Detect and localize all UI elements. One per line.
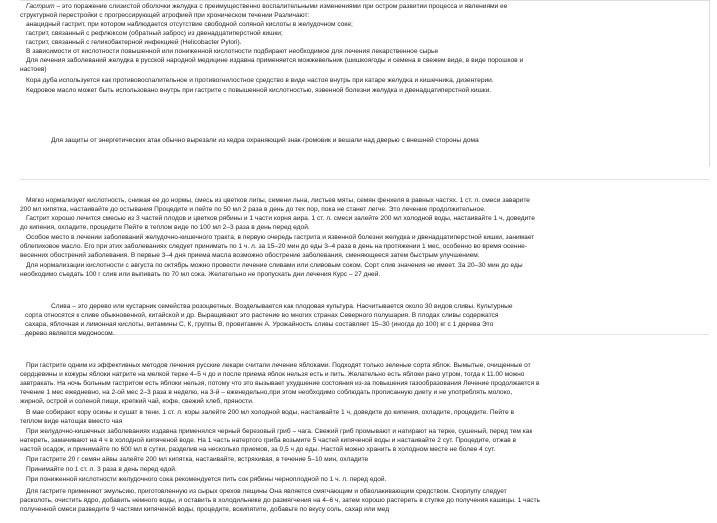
paragraph-line: Принимайте по 1 ст. л. 3 раза в день перед едой. — [26, 466, 177, 473]
paragraph-line: При пониженной кислотности желудочного сока рекомендуется пить сок рябины черноплодной по 1 ч. л. перед едой. — [26, 476, 387, 483]
paragraph-line: При гастрите 20 г семян айвы залейте 200 мл кипятка, настаивайте, встряхивая, в течение 5–10 мин, охладите — [26, 456, 369, 463]
paragraph-line: облепиховое масло. Его при этих заболеваниях следует принимать по 1 ч. л. за 15–20 мин до еды 3–4 раза в день на протяжении 1 мес, особенно во время осенне- — [20, 243, 527, 250]
divider — [20, 334, 709, 335]
paragraph-line: Кедровое масло может быть использовано внутрь при гастрите с повышенной кислотностью, язвенной болезни желудка и двенадцатиперстной кишки. — [26, 87, 492, 94]
list-item: гастрит, связанный с геликобактерной инфекцией (Helicobacter Pylori). — [26, 39, 242, 46]
paragraph-line: В зависимости от кислотности повышенной или пониженной кислотности подбирают необходимое для лечения лекарственное сырье — [26, 48, 439, 55]
paragraph-line: Слива – это дерево или кустарник семейства розоцветных. Возделывается как плодовая культура. Насчитывается около 30 видов сливы. Культурные — [51, 303, 513, 310]
list-item: гастрит, связанный с рефлюксом (обратный заброс) из двенадцатиперстной кишки; — [26, 30, 283, 37]
paragraph-line: сахара, яблочная и лимонная кислоты, витамины С, К, группы В, провитамин А. Урожайность сливы составляет 15–30 (иногда до 100) кг с 1 дерева Это — [25, 321, 494, 328]
paragraph-line: Особое место в лечении заболеваний желудочно-кишечного тракта, в первую очередь гастрита и язвенной болезни желудка и двенадцатиперстной кишки, занимает — [26, 234, 535, 241]
paragraph-line: Для нормализации кислотности с августа по октябрь можно провести лечение сливами или сливовым соком. Сорт слив значения не имеет. За 20–30 мин до еды — [26, 262, 523, 269]
paragraph-line: Мягко нормализует кислотность, снижая ее до нормы, смесь из цветков липы, семени льна, листьев мяты, семян фенхеля в равных частях. 1 ст. л. смеси заварите — [26, 197, 530, 204]
paragraph-line: Для лечения заболеваний желудка в русской народной медицине издавна применяется можжевельник (шишкоягоды и семена в свежем виде, в виде порошков и — [26, 57, 524, 64]
paragraph-line: Гастрит хорошо лечится смесью из 3 частей плодов и цветков рябины и 1 части корня аира. 1 ст. л. смеси залейте 200 мл холодной воды, настаивайте 1 ч, доведите — [26, 215, 535, 222]
paragraph-line: Для гастрите применяют эмульсию, приготовленную из сырых орехов лещины Она является смягчающим и обволакивающим средством. Скорлупу следует — [26, 488, 507, 495]
paragraph-line: При желудочно-кишечных заболеваниях издавна применялся черный березовый гриб – чага. Свежий гриб промывают и натирают на терке, сушеный, перед тем как — [26, 428, 533, 435]
paragraph-line: Кора дуба используется как противовоспалительное и противогнилостное средство в виде настоя внутрь при катаре желудка и кишечника, дизентерии. — [26, 77, 494, 84]
paragraph-line: дерево является медоносом. — [25, 330, 115, 337]
term-gastritis: Гастрит — [26, 3, 55, 10]
paragraph-line: структурной перестройки с прогрессирующей атрофией при хроническом течении Различают: — [20, 12, 310, 19]
paragraph-line: сердцевины и кожуры яблоки натрите на мелкой терке 4–5 ч до и после приема яблок нельзя есть и пить. Желательно есть яблоки рано утром, тогда к 11.00 можно — [20, 371, 525, 378]
paragraph-line: весенних обострений заболевания. В первые 3–4 дня приема масла возможно обострение заболевания, сменяющееся затем быстрым улучшением. — [20, 252, 480, 259]
text-run: – это поражение слизистой оболочки желудка с преимущественно воспалительными изменениями при остром развитии процесса и явлениями ее — [54, 3, 508, 10]
divider — [20, 179, 709, 180]
paragraph-line: теплом виде натощак вместо чая — [20, 418, 123, 425]
paragraph-line: течение 1 мес ежедневно, на 2-ой мес 2–3 раза в неделю, на 3-й – еженедельно,при этом необходимо соблюдать прописанную диету и не употреблять молоко, — [20, 389, 513, 396]
paragraph-line: завтракать. На ночь больным гастритом есть яблоки нельзя, потому что это вызывает ухудшение состояния из-за повышения газообразования Лечение продолжается в — [20, 380, 540, 387]
paragraph-line: до кипения, охладите, процедите Пейте в теплом виде по 100 мл 2–3 раза в день перед едой. — [20, 224, 310, 231]
paragraph-line: В мае собирают кору осины и сушат в тени. 1 ст. л. коры залейте 200 мл холодной воды, настаивайте 1 ч, доведите до кипения, охладите, процедите. Пейте в — [26, 409, 514, 416]
paragraph-line: 200 мл кипятка, настаивайте до остывания Процедите и пейте по 50 мл 2 раза в день до тех пор, пока не станет легче. Это лечение продолжительное. — [20, 206, 486, 213]
paragraph-line: расколоть, очистить ядро, добавить немного воды, и оставить в холодильнике до размягчения на 4–6 ч, затем хорошо растереть в ступке до получения кашицы. 1 часть — [20, 497, 540, 504]
paragraph-line — [26, 2, 507, 11]
paragraph-line: полученной смеси разведите 9 частями кипяченой воды, процедите, вскипятите, добавьте по вкусу соль, сахар или мед — [20, 506, 390, 513]
paragraph-line: жирной, острой и соленой пищи, крепкий чай, кофе, свежий хлеб, пряности. — [20, 398, 254, 405]
list-item: анацидный гастрит, при котором наблюдается отсутствие свободной соляной кислоты в желудочном соке; — [26, 21, 353, 28]
paragraph-line: сорта относятся к сливе обыкновенной, китайской и др. Выращивают это растение во многих странах Северного полушария. В плодах сливы содержатся — [25, 312, 499, 319]
paragraph-line: необходимо съедать 100 г слив или выпивать по 70 мл сока. Желательно не пропускать дни лечения Курс – 27 дней. — [20, 271, 381, 278]
paragraph-line: При гастрите одним из эффективных методов лечения русские лекари считали лечение яблоками. Подходят только зеленые сорта яблок. Вымытые, очищенные от — [26, 362, 531, 369]
paragraph-line: настоев) — [20, 66, 47, 73]
paragraph-line: натереть, замачивают на 4 ч в холодной кипяченой воде. На 1 часть натертого гриба возьмите 5 частей кипяченой воды и настаивайте 2 сут. Процедите, отжав в — [20, 437, 517, 444]
cedar-sign-note: Для защиты от энергетических атак обычно вырезали из кедра охраняющий знак-громовик и вешали над дверью с внешней стороны дома — [51, 137, 479, 144]
paragraph-line: настой осадок, и принимайте по 600 мл в сутки, разделив на несколько приемов, за 0,5 ч до еды. Настой можно хранить в холодном месте не более 4 сут. — [20, 446, 496, 453]
